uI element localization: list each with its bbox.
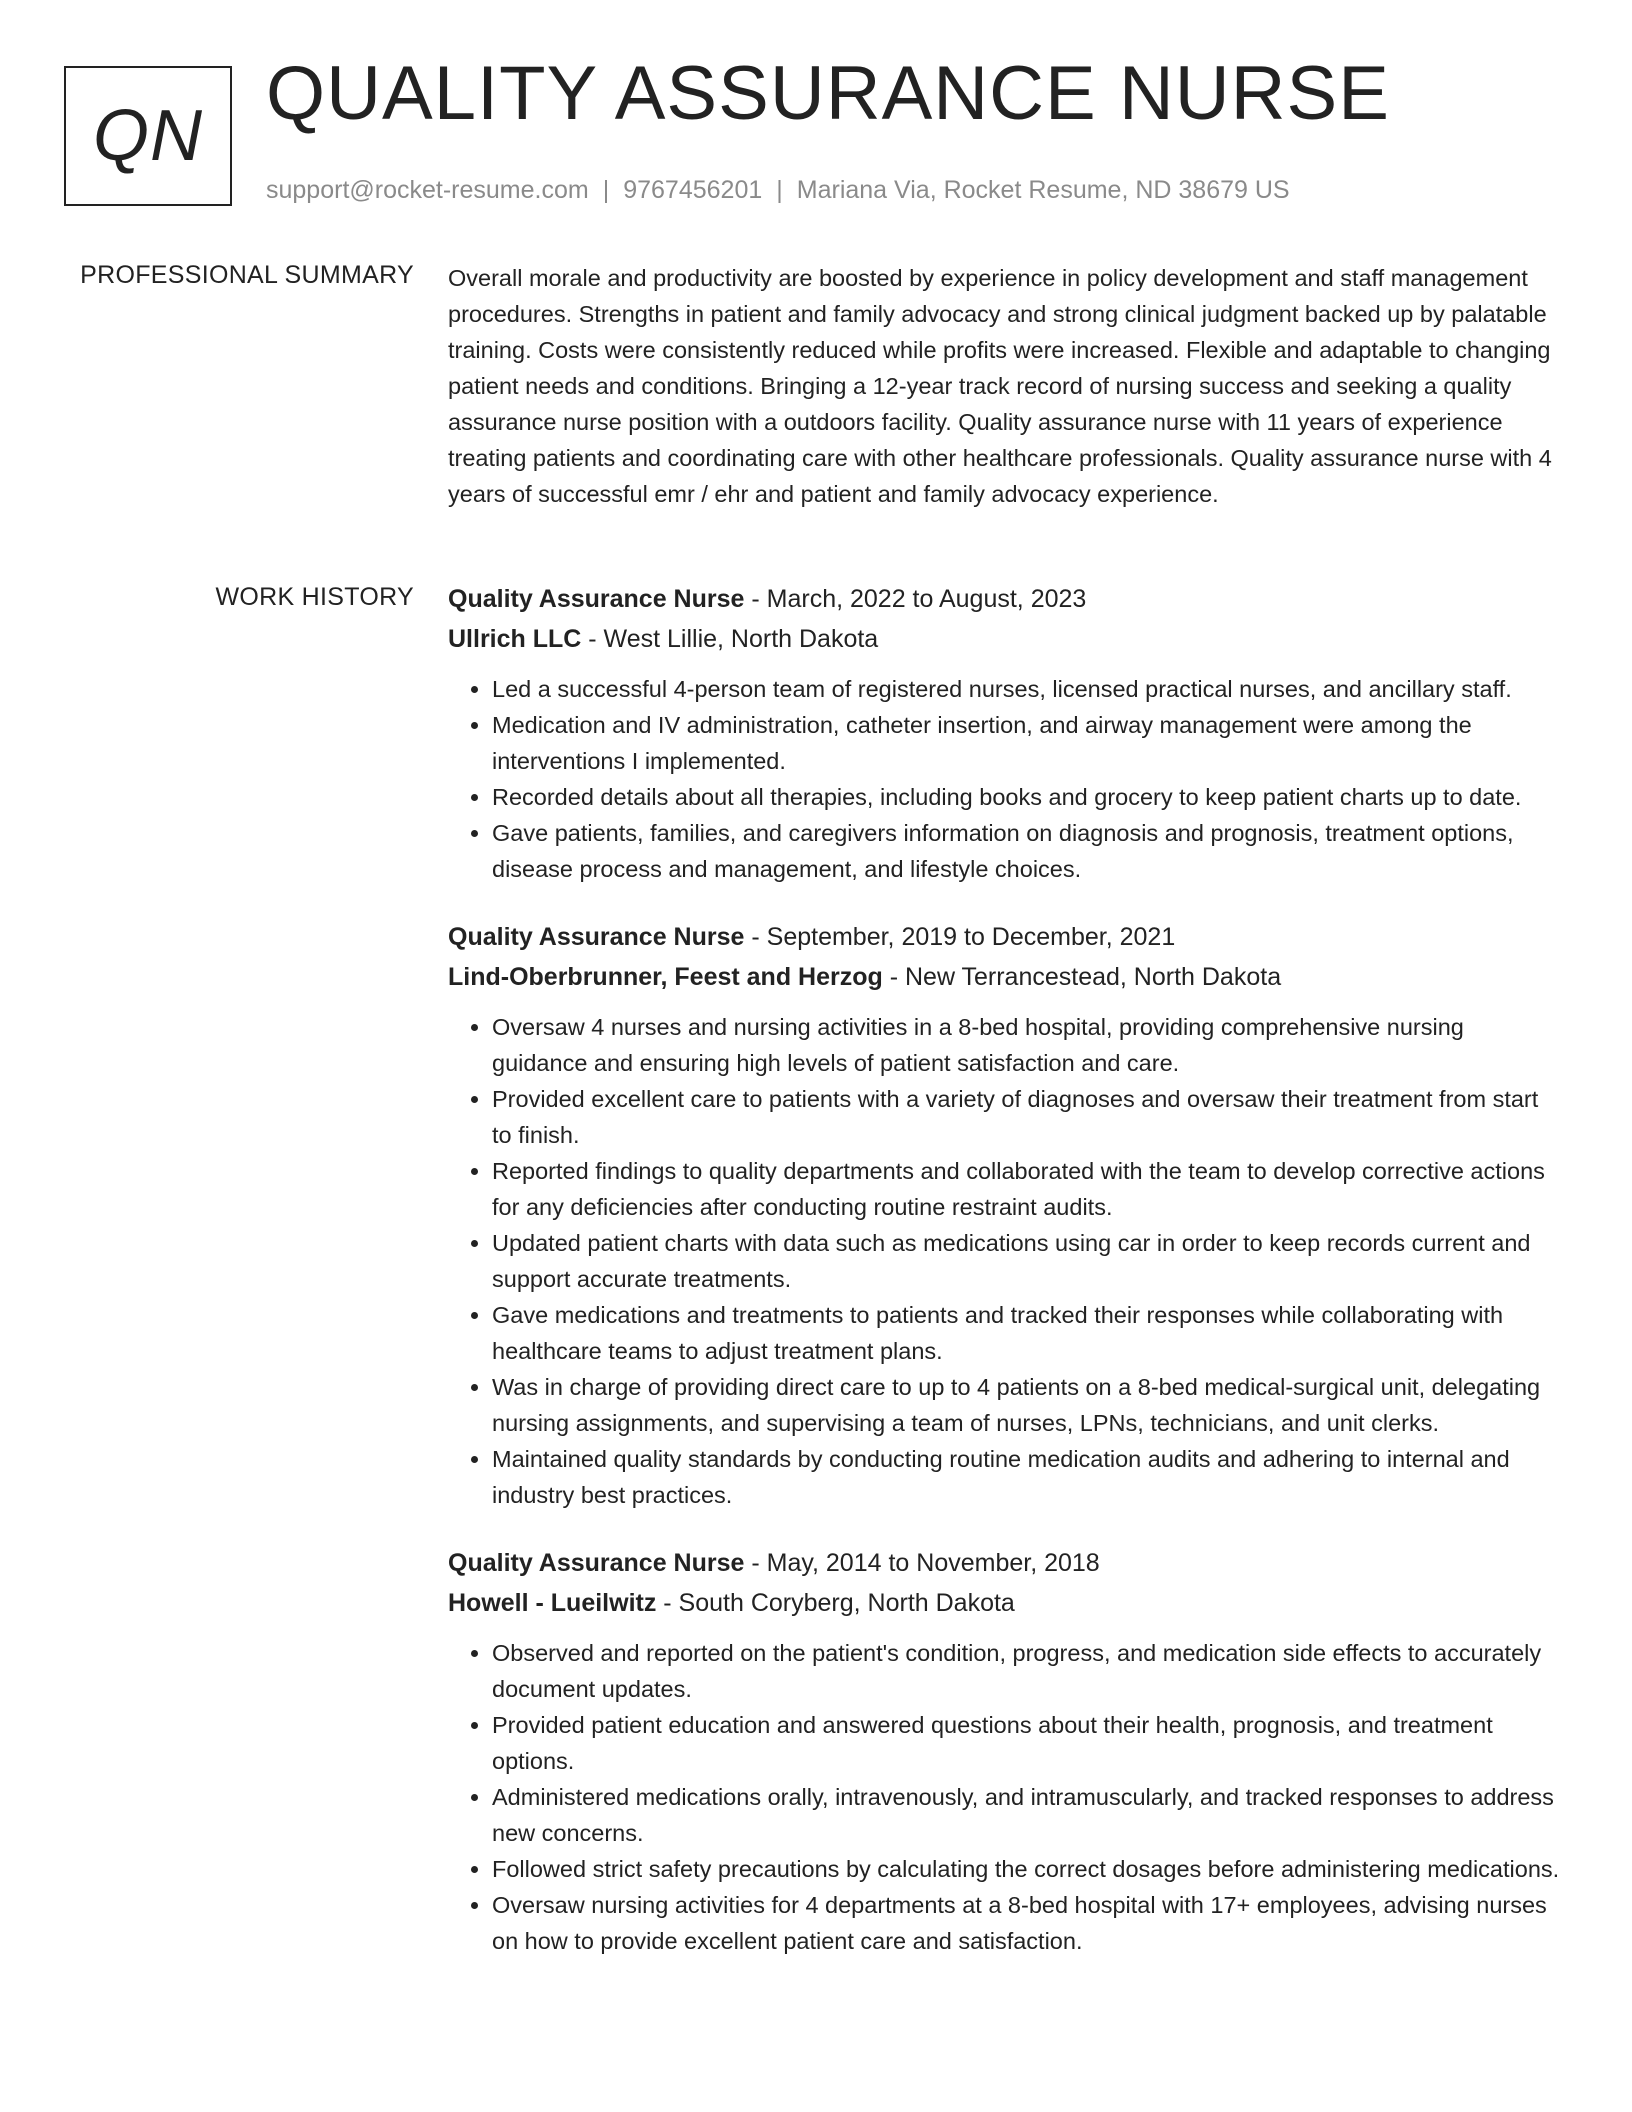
- job-bullet: • Led a successful 4-person team of registered nurses, licensed practical nurses, and ancillary staff.: [492, 671, 1560, 707]
- resume-name: QUALITY ASSURANCE NURSE: [266, 51, 1390, 136]
- job-entry: [448, 579, 1560, 887]
- contact-phone: 9767456201: [623, 176, 763, 204]
- job-bullet: • Maintained quality standards by conducting routine medication audits and adhering to internal and industry best practices.: [492, 1441, 1560, 1513]
- job-dates: - March, 2022 to August, 2023: [744, 585, 1087, 613]
- job-bullet: • Gave medications and treatments to patients and tracked their responses while collaborating with healthcare teams to adjust treatment plans.: [492, 1297, 1560, 1369]
- job-bullet: • Updated patient charts with data such as medications using car in order to keep records current and support accurate treatments.: [492, 1225, 1560, 1297]
- job-location: - West Lillie, North Dakota: [581, 625, 879, 653]
- contact-email: support@rocket-resume.com: [266, 176, 589, 204]
- job-entry: [448, 1543, 1560, 1959]
- work-history-heading: WORK HISTORY: [215, 583, 414, 611]
- job-company-line: [448, 1583, 1560, 1623]
- work-history-section: [448, 579, 1560, 1989]
- summary-text: Overall morale and productivity are boosted by experience in policy development and staff management procedures. Strengths in patient and family advocacy and strong clinical judgment backed up by palatable training. Costs were consistently reduced while profits were increased. Flexible and adaptable to changing patient needs and conditions. Bringing a 12-year track record of nursing success and seeking a quality assurance nurse position with a outdoors facility. Quality assurance nurse with 11 years of experience treating patients and coordinating care with other healthcare professionals. Quality assurance nurse with 4 years of successful emr / ehr and patient and family advocacy experience.: [448, 265, 1552, 507]
- contact-separator: |: [776, 176, 783, 204]
- initials-monogram: QN: [64, 66, 232, 206]
- job-title-line: [448, 917, 1560, 957]
- job-bullet: • Medication and IV administration, catheter insertion, and airway management were among the interventions I implemented.: [492, 707, 1560, 779]
- job-title-line: [448, 579, 1560, 619]
- job-company-line: [448, 619, 1560, 659]
- job-bullet: • Provided patient education and answered questions about their health, prognosis, and treatment options.: [492, 1707, 1560, 1779]
- job-bullet: • Oversaw 4 nurses and nursing activities in a 8-bed hospital, providing comprehensive nursing guidance and ensuring high levels of patient satisfaction and care.: [492, 1009, 1560, 1081]
- job-bullet: • Was in charge of providing direct care to up to 4 patients on a 8-bed medical-surgical unit, delegating nursing assignments, and supervising a team of nurses, LPNs, technicians, and unit clerks.: [492, 1369, 1560, 1441]
- job-dates: - September, 2019 to December, 2021: [744, 923, 1176, 951]
- job-bullet: • Recorded details about all therapies, including books and grocery to keep patient charts up to date.: [492, 779, 1560, 815]
- contact-address: Mariana Via, Rocket Resume, ND 38679 US: [796, 176, 1290, 204]
- summary-section: [448, 260, 1560, 512]
- contact-separator: |: [602, 176, 610, 204]
- job-company: Lind-Oberbrunner, Feest and Herzog: [448, 963, 883, 991]
- job-company-line: [448, 957, 1560, 997]
- job-entry: [448, 917, 1560, 1513]
- job-bullet: • Administered medications orally, intravenously, and intramuscularly, and tracked responses to address new concerns.: [492, 1779, 1560, 1851]
- job-bullet: • Reported findings to quality departments and collaborated with the team to develop corrective actions for any deficiencies after conducting routine restraint audits.: [492, 1153, 1560, 1225]
- job-bullet: • Followed strict safety precautions by calculating the correct dosages before administering medications.: [492, 1851, 1560, 1887]
- job-company: Ullrich LLC: [448, 625, 582, 653]
- job-location: - New Terrancestead, North Dakota: [882, 963, 1282, 991]
- job-dates: - May, 2014 to November, 2018: [744, 1549, 1100, 1577]
- job-bullets: [448, 1009, 1560, 1513]
- job-title: Quality Assurance Nurse: [448, 923, 745, 951]
- job-bullet: • Observed and reported on the patient's condition, progress, and medication side effects to accurately document updates.: [492, 1635, 1560, 1707]
- job-title: Quality Assurance Nurse: [448, 1549, 745, 1577]
- summary-heading: PROFESSIONAL SUMMARY: [80, 261, 414, 289]
- job-bullets: [448, 671, 1560, 887]
- job-bullet: • Oversaw nursing activities for 4 departments at a 8-bed hospital with 17+ employees, advising nurses on how to provide excellent patient care and satisfaction.: [492, 1887, 1560, 1959]
- job-title: Quality Assurance Nurse: [448, 585, 745, 613]
- job-location: - South Coryberg, North Dakota: [656, 1589, 1015, 1617]
- job-bullets: [448, 1635, 1560, 1959]
- job-bullet: • Provided excellent care to patients with a variety of diagnoses and oversaw their treatment from start to finish.: [492, 1081, 1560, 1153]
- contact-line: [266, 176, 1290, 205]
- job-title-line: [448, 1543, 1560, 1583]
- job-company: Howell - Lueilwitz: [448, 1589, 657, 1617]
- job-bullet: • Gave patients, families, and caregivers information on diagnosis and prognosis, treatment options, disease process and management, and lifestyle choices.: [492, 815, 1560, 887]
